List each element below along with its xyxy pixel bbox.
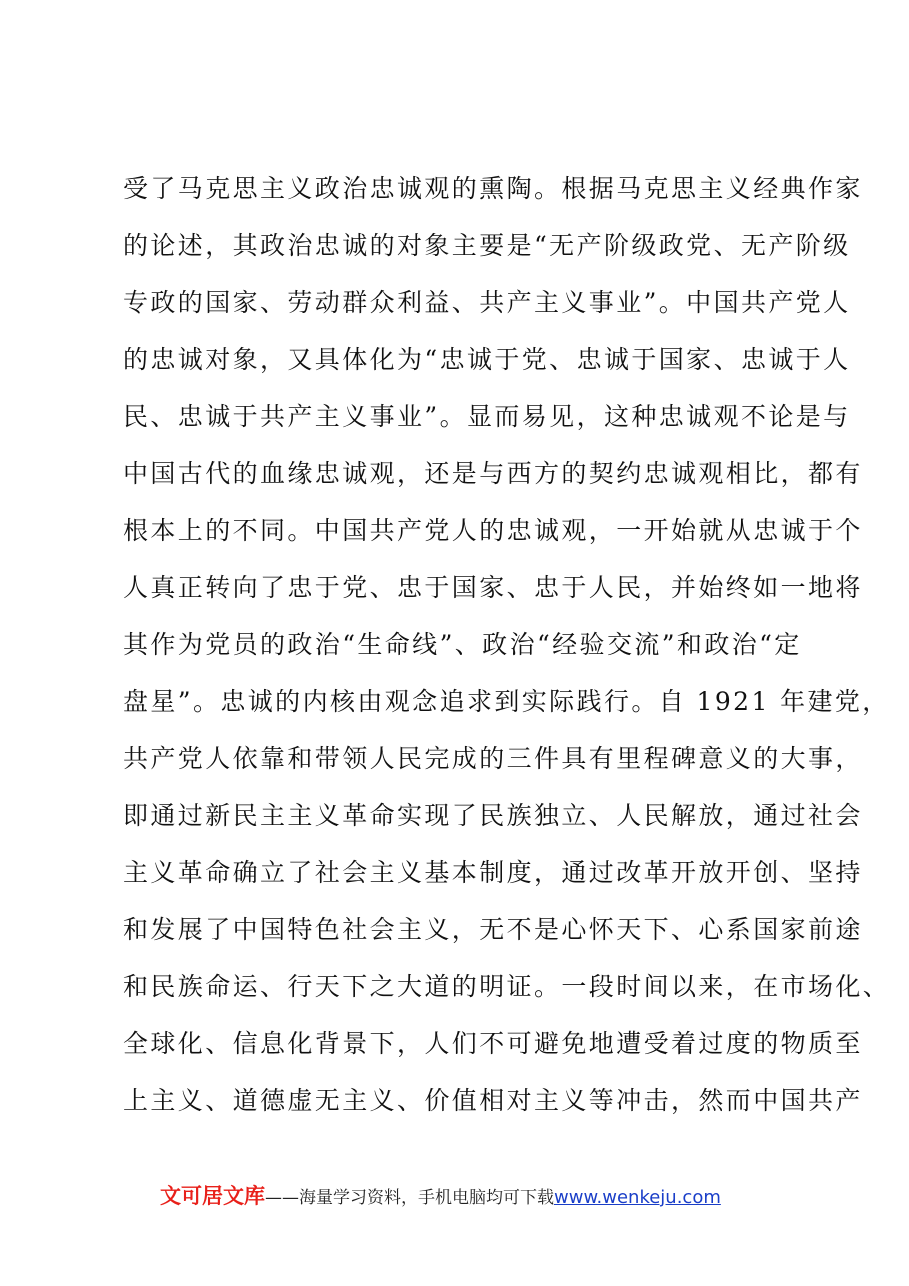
text-line: 中国古代的血缘忠诚观，还是与西方的契约忠诚观相比，都有 [123, 459, 863, 488]
footer-tagline: ——海量学习资料，手机电脑均可下载 [265, 1188, 554, 1208]
website-link[interactable]: www.wenkeju.com [554, 1187, 721, 1208]
text-line: 根本上的不同。中国共产党人的忠诚观，一开始就从忠诚于个 [123, 516, 863, 545]
text-line: 民、忠诚于共产主义事业”。显而易见，这种忠诚观不论是与 [123, 402, 851, 431]
text-line: 盘星”。忠诚的内核由观念追求到实际践行。自 1921 年建党， [123, 687, 890, 716]
text-line: 其作为党员的政治“生命线”、政治“经验交流”和政治“定 [123, 630, 802, 659]
text-line: 受了马克思主义政治忠诚观的熏陶。根据马克思主义经典作家 [123, 174, 863, 203]
text-line: 上主义、道德虚无主义、价值相对主义等冲击，然而中国共产 [123, 1086, 863, 1115]
text-line: 和民族命运、行天下之大道的明证。一段时间以来，在市场化、 [123, 972, 891, 1001]
brand-name: 文可居文库 [160, 1184, 265, 1208]
page-footer [160, 1178, 860, 1214]
text-line: 的论述，其政治忠诚的对象主要是“无产阶级政党、无产阶级 [123, 231, 851, 260]
text-line: 的忠诚对象，又具体化为“忠诚于党、忠诚于国家、忠诚于人 [123, 345, 851, 374]
text-line: 主义革命确立了社会主义基本制度，通过改革开放开创、坚持 [123, 858, 863, 887]
document-body [123, 160, 891, 1129]
text-line: 和发展了中国特色社会主义，无不是心怀天下、心系国家前途 [123, 915, 863, 944]
text-line: 共产党人依靠和带领人民完成的三件具有里程碑意义的大事， [123, 744, 863, 773]
text-line: 全球化、信息化背景下，人们不可避免地遭受着过度的物质至 [123, 1029, 863, 1058]
text-line: 即通过新民主主义革命实现了民族独立、人民解放，通过社会 [123, 801, 863, 830]
text-line: 专政的国家、劳动群众利益、共产主义事业”。中国共产党人 [123, 288, 851, 317]
text-line: 人真正转向了忠于党、忠于国家、忠于人民，并始终如一地将 [123, 573, 863, 602]
